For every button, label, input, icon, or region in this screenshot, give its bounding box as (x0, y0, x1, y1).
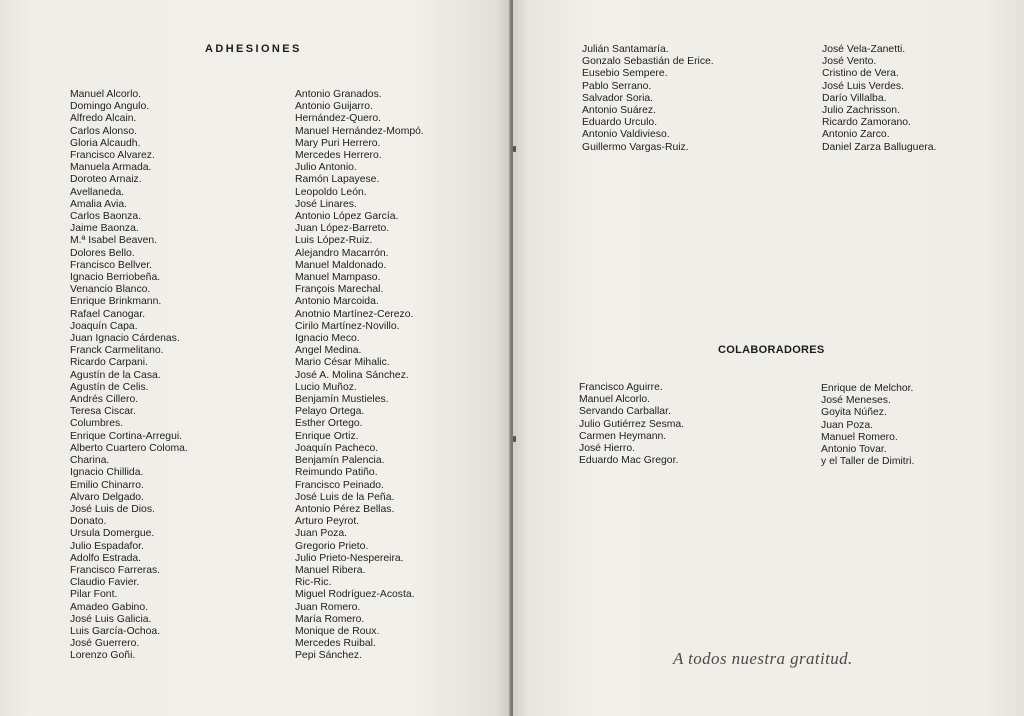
name-entry: François Marechal. (295, 284, 384, 296)
name-entry: Goyita Núñez. (821, 407, 887, 419)
name-entry: Esther Ortego. (295, 418, 363, 430)
dedication-text: A todos nuestra gratitud. (673, 649, 853, 668)
name-entry: Donato. (70, 516, 107, 528)
name-entry: José Luis de Dios. (70, 503, 155, 515)
name-entry: Teresa Ciscar. (70, 406, 136, 418)
adhesiones-column-1 (70, 89, 188, 663)
name-entry: Cirilo Martínez-Novillo. (295, 320, 400, 332)
name-entry: Pablo Serrano. (582, 80, 652, 92)
name-entry: Joaquín Pacheco. (295, 442, 379, 454)
name-entry: Jaime Baonza. (70, 223, 139, 235)
name-entry: Anotnio Martínez-Cerezo. (295, 308, 414, 320)
name-entry: Manuel Maldonado. (295, 259, 387, 271)
name-entry: Dolores Bello. (70, 247, 135, 259)
name-entry: Juan Ignacio Cárdenas. (70, 333, 180, 345)
adhesiones-heading: ADHESIONES (205, 43, 302, 55)
name-entry: Daniel Zarza Balluguera. (822, 141, 937, 153)
name-entry: Amadeo Gabino. (70, 601, 148, 613)
name-entry: Andrés Cillero. (70, 394, 139, 406)
name-entry: Agustín de la Casa. (70, 369, 161, 381)
name-entry: Julio Zachrisson. (822, 105, 900, 117)
name-entry: Miguel Rodríguez-Acosta. (295, 589, 415, 601)
name-entry: Mercedes Ruibal. (295, 638, 376, 650)
name-entry: José Luis Verdes. (822, 80, 905, 92)
name-entry: Servando Carballar. (579, 406, 671, 418)
colaboradores-column-2 (821, 383, 914, 468)
name-entry: Ricardo Zamorano. (822, 117, 911, 129)
name-entry: Juan López-Barreto. (295, 223, 390, 235)
name-entry: Ignacio Chillida. (70, 467, 144, 479)
name-entry: Guillermo Vargas-Ruiz. (582, 141, 689, 153)
name-entry: Reimundo Patiño. (295, 467, 378, 479)
name-entry: Pepi Sánchez. (295, 650, 363, 662)
name-entry: Mario César Mihalic. (295, 357, 390, 369)
name-entry: Pelayo Ortega. (295, 406, 365, 418)
name-entry: Antonio Zarco. (822, 129, 890, 141)
name-entry: Juan Romero. (295, 601, 361, 613)
name-entry: Julio Prieto-Nespereira. (295, 552, 404, 564)
name-entry: Antonio Pérez Bellas. (295, 503, 395, 515)
name-entry: Angel Medina. (295, 345, 362, 357)
name-entry: Mary Puri Herrero. (295, 137, 381, 149)
name-entry: y el Taller de Dimitri. (821, 456, 915, 468)
name-entry: Doroteo Arnaiz. (70, 174, 142, 186)
name-entry: Manuel Alcorlo. (579, 394, 651, 406)
name-entry: Julio Antonio. (295, 162, 357, 174)
name-entry: Manuel Mampaso. (295, 272, 381, 284)
name-entry: Juan Poza. (821, 419, 873, 431)
name-entry: Antonio López García. (295, 211, 399, 223)
name-entry: Eduardo Mac Gregor. (579, 455, 679, 467)
name-entry: Ric-Ric. (295, 577, 332, 589)
name-entry: María Romero. (295, 613, 365, 625)
name-entry: Joaquín Capa. (70, 320, 138, 332)
name-entry: Manuel Romero. (821, 431, 898, 443)
name-entry: Juan Poza. (295, 528, 347, 540)
name-entry: Eusebio Sempere. (582, 68, 668, 80)
name-entry: Adolfo Estrada. (70, 552, 142, 564)
name-entry: Alfredo Alcain. (70, 113, 137, 125)
name-entry: Antonio Suárez. (582, 105, 656, 117)
staple-mark (513, 436, 516, 442)
name-entry: Gonzalo Sebastián de Erice. (582, 56, 714, 68)
name-entry: Antonio Granados. (295, 89, 382, 100)
name-entry: Francisco Aguirre. (579, 382, 663, 393)
name-entry: Francisco Bellver. (70, 259, 152, 271)
name-entry: Pilar Font. (70, 589, 118, 601)
name-entry: Ignacio Meco. (295, 333, 360, 345)
name-entry: Salvador Soria. (582, 92, 654, 104)
name-entry: Francisco Peinado. (295, 479, 384, 491)
name-entry: Antonio Guijarro. (295, 101, 373, 113)
name-entry: Ursula Domergue. (70, 528, 155, 540)
name-entry: Claudio Favier. (70, 577, 140, 589)
name-entry: Cristino de Vera. (822, 68, 899, 80)
adhesiones-continued-column-2 (822, 44, 936, 154)
name-entry: Mercedes Herrero. (295, 150, 382, 162)
name-entry: Antonio Marcoida. (295, 296, 379, 308)
name-entry: Francisco Alvarez. (70, 150, 155, 162)
name-entry: Alvaro Delgado. (70, 491, 144, 503)
name-entry: M.ª Isabel Beaven. (70, 235, 158, 247)
name-entry: Avellaneda. (70, 186, 125, 198)
adhesiones-continued-column-1 (582, 44, 714, 154)
name-entry: Benjamín Palencia. (295, 455, 385, 467)
name-entry: Francisco Farreras. (70, 564, 161, 576)
left-page (0, 0, 511, 716)
name-entry: José Vela-Zanetti. (822, 44, 906, 55)
name-entry: José Luis de la Peña. (295, 491, 395, 503)
name-entry: Darío Villalba. (822, 92, 887, 104)
name-entry: Charina. (70, 455, 110, 467)
right-page (513, 0, 1024, 716)
name-entry: Enrique Ortiz. (295, 430, 359, 442)
name-entry: Julio Espadafor. (70, 540, 144, 552)
name-entry: Alejandro Macarrón. (295, 247, 389, 259)
name-entry: Enrique de Melchor. (821, 383, 914, 394)
name-entry: José Hierro. (579, 443, 636, 455)
name-entry: Carlos Baonza. (70, 211, 142, 223)
name-entry: Enrique Brinkmann. (70, 296, 162, 308)
name-entry: Franck Carmelitano. (70, 345, 164, 357)
name-entry: José A. Molina Sánchez. (295, 369, 409, 381)
name-entry: Benjamín Mustieles. (295, 394, 389, 406)
colaboradores-column-1 (579, 382, 684, 467)
name-entry: Luis García-Ochoa. (70, 625, 161, 637)
name-entry: Lorenzo Goñi. (70, 650, 136, 662)
name-entry: Ignacio Berriobeña. (70, 272, 161, 284)
name-entry: Manuel Alcorlo. (70, 89, 142, 100)
name-entry: Julio Gutiérrez Sesma. (579, 418, 685, 430)
name-entry: Manuel Hernández-Mompó. (295, 125, 424, 137)
name-entry: Venancio Blanco. (70, 284, 151, 296)
name-entry: Leopoldo León. (295, 186, 367, 198)
name-entry: José Luis Galicia. (70, 613, 152, 625)
name-entry: Ramón Lapayese. (295, 174, 380, 186)
name-entry: José Linares. (295, 198, 357, 210)
name-entry: José Vento. (822, 56, 877, 68)
name-entry: Carlos Alonso. (70, 125, 137, 137)
name-entry: Monique de Roux. (295, 625, 380, 637)
name-entry: Rafael Canogar. (70, 308, 146, 320)
name-entry: Lucio Muñoz. (295, 381, 357, 393)
name-entry: Julián Santamaría. (582, 44, 669, 55)
name-entry: Antonio Valdivieso. (582, 129, 670, 141)
name-entry: Agustín de Celis. (70, 381, 149, 393)
name-entry: Emilio Chinarro. (70, 479, 144, 491)
name-entry: Gregorio Prieto. (295, 540, 369, 552)
colaboradores-heading: COLABORADORES (718, 344, 825, 356)
name-entry: José Guerrero. (70, 638, 140, 650)
name-entry: Enrique Cortina-Arregui. (70, 430, 183, 442)
name-entry: Luis López-Ruiz. (295, 235, 373, 247)
name-entry: Manuel Ribera. (295, 564, 366, 576)
name-entry: Alberto Cuartero Coloma. (70, 442, 188, 454)
name-entry: Arturo Peyrot. (295, 516, 360, 528)
name-entry: Amalia Avia. (70, 198, 127, 210)
name-entry: Columbres. (70, 418, 124, 430)
name-entry: Gloria Alcaudh. (70, 137, 141, 149)
name-entry: José Meneses. (821, 395, 891, 407)
adhesiones-column-2 (295, 89, 424, 663)
name-entry: Eduardo Urculo. (582, 117, 658, 129)
name-entry: Antonio Tovar. (821, 444, 887, 456)
name-entry: Carmen Heymann. (579, 430, 667, 442)
name-entry: Ricardo Carpani. (70, 357, 148, 369)
name-entry: Manuela Armada. (70, 162, 152, 174)
staple-mark (513, 146, 516, 152)
name-entry: Domingo Angulo. (70, 101, 150, 113)
name-entry: Hernández-Quero. (295, 113, 382, 125)
